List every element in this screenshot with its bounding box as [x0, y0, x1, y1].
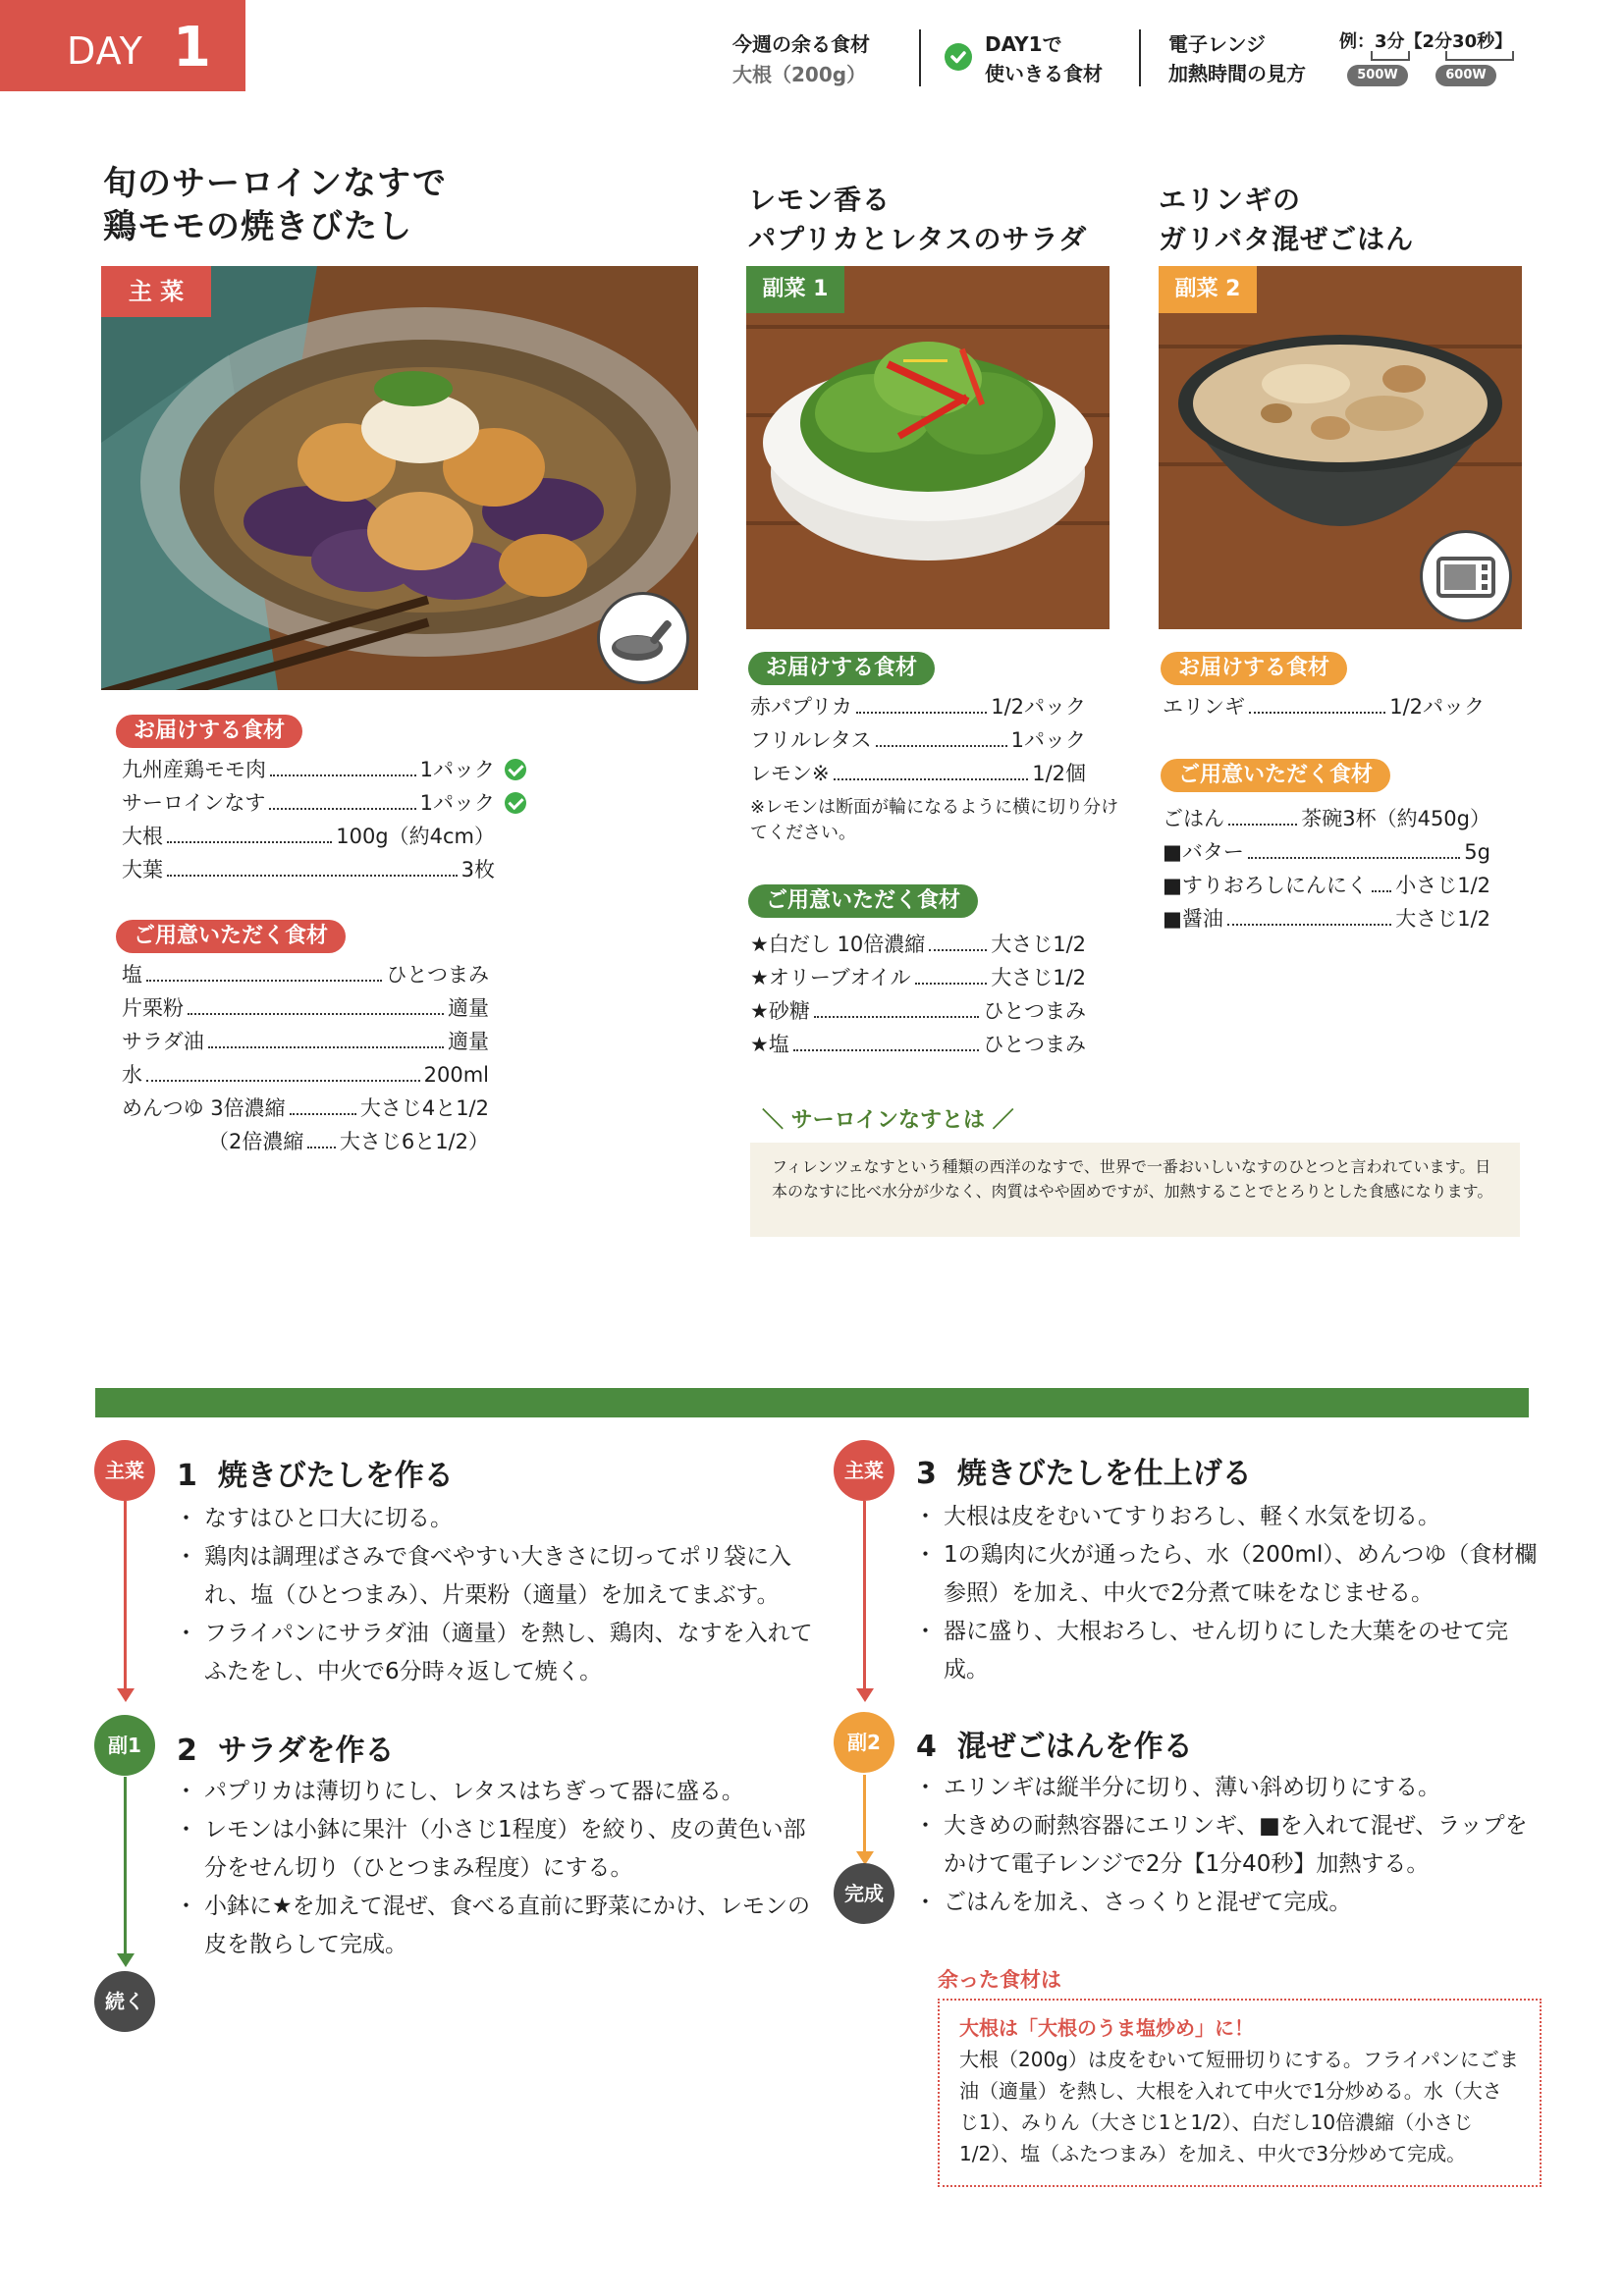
side2-tag: 副菜 2: [1159, 266, 1257, 313]
ingredient-name: ■バター: [1163, 840, 1244, 864]
dot-leader: [146, 1068, 420, 1082]
ingredient-row: [750, 928, 1086, 961]
dot-leader: [793, 1038, 980, 1051]
ingredient-qty: 小さじ1/2: [1395, 874, 1490, 897]
main-dish-title: [103, 162, 447, 248]
ingredient-row: [122, 1025, 489, 1058]
bracket-500w: [1371, 51, 1410, 61]
ingredient-row: [1163, 802, 1490, 835]
header-divider: [919, 29, 921, 86]
leftover-headline: 大根は「大根のうま塩炒め」に！: [959, 2016, 1254, 2040]
ingredient-qty: 1/2パック: [991, 695, 1086, 719]
main-prepare-list: [122, 958, 489, 1158]
step4-title-text: 混ぜごはんを作る: [956, 1730, 1193, 1764]
leftover-body: 大根（200g）は皮をむいて短冊切りにする。フライパンにごま油（適量）を熱し、大根を入れて中火で1分炒める。水（大さじ1）、みりん（大さじ1と1/2）、白だし10倍濃縮（小さじ1/2）、塩（ふたつまみ）を加え、中火で3分炒めて完成。: [959, 2048, 1519, 2165]
frying-pan-icon: [597, 592, 689, 684]
dot-leader: [876, 733, 1007, 747]
ingredient-name: （2倍濃縮: [208, 1130, 304, 1153]
step4-number: 4: [916, 1730, 937, 1764]
side2-title-line2: ガリバタ混ぜごはん: [1159, 223, 1415, 255]
step4-badge: 副2: [834, 1712, 894, 1773]
ingredient-name: ★砂糖: [750, 999, 810, 1023]
complete-badge: 完成: [834, 1863, 894, 1924]
ingredient-qty: 1パック: [1010, 728, 1086, 752]
side1-title: [748, 181, 1087, 259]
dot-leader: [270, 763, 416, 776]
step-connector: [124, 1501, 127, 1695]
microwave-guide-line1: 電子レンジ: [1168, 32, 1266, 56]
check-icon: [505, 759, 526, 780]
dot-leader: [1248, 845, 1460, 859]
watt-500-pill: 500W: [1347, 65, 1408, 86]
check-icon: [505, 792, 526, 814]
step1-number: 1: [177, 1459, 197, 1493]
ingredient-name: サーロインなす: [122, 791, 266, 815]
continue-badge: 続く: [94, 1971, 155, 2032]
main-dish-tag: 主 菜: [101, 266, 211, 317]
step3-number: 3: [916, 1457, 937, 1491]
ingredient-qty: 5g: [1464, 840, 1490, 864]
step3-title: [916, 1449, 1252, 1492]
week-leftover-item: 大根（200g）: [732, 63, 867, 86]
week-leftover-label: 今週の余る食材: [732, 32, 870, 56]
tips-title: ＼ サーロインなすとは ／: [762, 1108, 1014, 1133]
leftover-label: 余った食材は: [938, 1968, 1061, 1992]
header-divider: [1139, 29, 1141, 86]
ingredient-qty: ひとつまみ: [983, 999, 1086, 1023]
watt-600-pill: 600W: [1435, 65, 1496, 86]
ingredient-name: 赤パプリカ: [750, 695, 852, 719]
ingredient-name: ■すりおろしにんにく: [1163, 874, 1368, 897]
arrow-down-icon: [117, 1688, 135, 1702]
step-item: ・ パプリカは薄切りにし、レタスはちぎって器に盛る。: [175, 1773, 813, 1811]
side2-title: [1159, 181, 1414, 259]
ingredient-row: [122, 820, 495, 853]
step-item: ・ 1の鶏肉に火が通ったら、水（200ml）、めんつゆ（食材欄参照）を加え、中火で2分煮て味をなじませる。: [914, 1536, 1539, 1613]
step-connector: [863, 1501, 866, 1695]
dot-leader: [1372, 879, 1391, 892]
step-item: ・ なすはひと口大に切る。: [175, 1500, 813, 1538]
ingredient-name: 水: [122, 1063, 142, 1087]
arrow-down-icon: [117, 1953, 135, 1967]
main-dish-photo: [101, 266, 698, 690]
main-delivered-list: [122, 753, 526, 886]
ingredient-row: [750, 1028, 1086, 1061]
ingredient-name: ★塩: [750, 1033, 789, 1056]
day-label: DAY: [67, 29, 143, 73]
example-600w-time: 【2分30秒】: [1404, 31, 1513, 52]
step-item: ・ レモンは小鉢に果汁（小さじ1程度）を絞り、皮の黄色い部分をせん切り（ひとつまみ程度）にする。: [175, 1811, 813, 1888]
ingredient-qty: 1/2個: [1032, 762, 1086, 785]
dot-leader: [915, 971, 988, 985]
check-icon: [945, 43, 972, 71]
ingredient-row: [122, 753, 526, 786]
step1-title-text: 焼きびたしを作る: [217, 1459, 454, 1493]
ingredient-row: [750, 723, 1086, 757]
step1-title: [177, 1451, 454, 1494]
dot-leader: [1227, 912, 1391, 926]
ingredient-row: [1163, 869, 1490, 902]
steps-divider-bar: [95, 1388, 1529, 1417]
microwave-guide-label: [1168, 29, 1306, 88]
side2-prepare-list: [1163, 802, 1490, 935]
dot-leader: [290, 1101, 356, 1115]
step-item: ・ 器に盛り、大根おろし、せん切りにした大葉をのせて完成。: [914, 1613, 1539, 1689]
day-use-line1: DAY1で: [985, 32, 1062, 56]
ingredient-name: 大根: [122, 825, 163, 848]
ingredient-name: レモン※: [750, 762, 830, 785]
ingredient-row: [750, 757, 1086, 790]
step1-badge: 主菜: [94, 1440, 155, 1501]
arrow-down-icon: [856, 1688, 874, 1702]
ingredient-row: [122, 1058, 489, 1092]
ingredient-name: 大葉: [122, 858, 163, 881]
ingredient-qty: 適量: [448, 1030, 489, 1053]
ingredient-row: [750, 994, 1086, 1028]
ingredient-qty: 茶碗3杯（約450g）: [1301, 807, 1490, 830]
side1-title-line1: レモン香る: [748, 184, 892, 216]
bracket-600w: [1445, 51, 1514, 61]
main-prepare-label: ご用意いただく食材: [116, 920, 346, 953]
ingredient-qty: 大さじ6と1/2）: [339, 1130, 489, 1153]
main-dish-title-line1: 旬のサーロインなすで: [103, 164, 447, 203]
ingredient-row: [750, 961, 1086, 994]
day-number: 1: [173, 16, 211, 80]
ingredient-row: [1163, 690, 1485, 723]
ingredient-qty: 大さじ1/2: [991, 933, 1086, 956]
dot-leader: [856, 700, 987, 714]
dot-leader: [307, 1135, 335, 1148]
week-leftover: [732, 29, 870, 87]
step4-title: [916, 1722, 1193, 1765]
ingredient-qty: ひとつまみ: [983, 1033, 1086, 1056]
ingredient-qty: 100g（約4cm）: [336, 825, 495, 848]
ingredient-name: ■醤油: [1163, 907, 1223, 931]
step2-number: 2: [177, 1734, 197, 1768]
main-dish-title-line2: 鶏モモの焼きびたし: [103, 207, 412, 246]
day-badge: [0, 0, 245, 91]
dot-leader: [167, 863, 458, 877]
side1-title-line2: パプリカとレタスのサラダ: [748, 223, 1088, 255]
step2-badge: 副1: [94, 1715, 155, 1776]
side2-delivered-label: お届けする食材: [1161, 652, 1347, 685]
step-connector: [124, 1777, 127, 1963]
ingredient-qty: ひとつまみ: [386, 963, 489, 987]
ingredient-row: [122, 991, 489, 1025]
ingredient-qty: 200ml: [423, 1063, 489, 1087]
day-use-label: [985, 29, 1103, 88]
side2-photo: [1159, 266, 1522, 629]
ingredient-row: [122, 958, 489, 991]
dot-leader: [834, 767, 1029, 780]
step4-list: [914, 1769, 1539, 1922]
step-item: ・ エリンギは縦半分に切り、薄い斜め切りにする。: [914, 1769, 1539, 1807]
dot-leader: [188, 1001, 444, 1015]
ingredient-name: ★オリーブオイル: [750, 966, 911, 989]
side1-prepare-label: ご用意いただく食材: [748, 884, 978, 918]
step2-title: [177, 1726, 394, 1769]
ingredient-qty: 1パック: [419, 758, 495, 781]
step3-title-text: 焼きびたしを仕上げる: [956, 1457, 1252, 1491]
ingredient-row: [750, 690, 1086, 723]
ingredient-name: めんつゆ 3倍濃縮: [122, 1096, 286, 1120]
side1-photo: [746, 266, 1110, 629]
ingredient-row: [122, 853, 495, 886]
side1-prepare-list: [750, 928, 1086, 1061]
ingredient-name: サラダ油: [122, 1030, 204, 1053]
example-500w-time: 3分: [1375, 31, 1405, 52]
lemon-note: ※レモンは断面が輪になるように横に切り分けてください。: [750, 797, 1119, 843]
side1-tag: 副菜 1: [746, 266, 844, 313]
ingredient-qty: 大さじ1/2: [991, 966, 1086, 989]
example-prefix: 例：: [1339, 31, 1375, 52]
ingredient-name: ★白だし 10倍濃縮: [750, 933, 926, 956]
step-item: ・ 大根は皮をむいてすりおろし、軽く水気を切る。: [914, 1498, 1539, 1536]
step-item: ・ フライパンにサラダ油（適量）を熱し、鶏肉、なすを入れてふたをし、中火で6分時々返して焼く。: [175, 1615, 813, 1691]
step-item: ・ 大きめの耐熱容器にエリンギ、■を入れて混ぜ、ラップをかけて電子レンジで2分【1分40秒】加熱する。: [914, 1807, 1539, 1884]
step2-title-text: サラダを作る: [217, 1734, 395, 1768]
side2-prepare-label: ご用意いただく食材: [1161, 759, 1390, 792]
step-item: ・ ごはんを加え、さっくりと混ぜて完成。: [914, 1884, 1539, 1922]
dot-leader: [929, 937, 987, 951]
dot-leader: [1228, 812, 1297, 826]
tips-box: フィレンツェなすという種類の西洋のなすで、世界で一番おいしいなすのひとつと言われています。日本のなすに比べ水分が少なく、肉質はやや固めですが、加熱することでとろりとした食感になります。: [750, 1143, 1520, 1237]
dot-leader: [269, 796, 415, 810]
ingredient-name: ごはん: [1163, 807, 1224, 830]
ingredient-row: [122, 1092, 489, 1125]
step3-list: [914, 1498, 1539, 1689]
step3-badge: 主菜: [834, 1440, 894, 1501]
dot-leader: [1249, 700, 1385, 714]
side1-delivered-list: [750, 690, 1086, 790]
microwave-example: [1339, 27, 1512, 53]
ingredient-qty: 適量: [448, 996, 489, 1020]
step-connector: [863, 1775, 866, 1857]
step2-list: [175, 1773, 813, 1964]
ingredient-name: フリルレタス: [750, 728, 872, 752]
microwave-guide-line2: 加熱時間の見方: [1168, 62, 1306, 85]
ingredient-qty: 大さじ4と1/2: [359, 1096, 489, 1120]
microwave-icon: [1420, 530, 1512, 622]
leftover-box: [938, 1999, 1542, 2187]
dot-leader: [208, 1035, 444, 1048]
ingredient-row: [208, 1125, 489, 1158]
main-delivered-label: お届けする食材: [116, 715, 302, 748]
ingredient-name: 片栗粉: [122, 996, 184, 1020]
dot-leader: [146, 968, 382, 982]
step-item: ・ 小鉢に★を加えて混ぜ、食べる直前に野菜にかけ、レモンの皮を散らして完成。: [175, 1888, 813, 1964]
ingredient-name: エリンギ: [1163, 695, 1245, 719]
ingredient-qty: 大さじ1/2: [1395, 907, 1490, 931]
step-item: ・ 鶏肉は調理ばさみで食べやすい大きさに切ってポリ袋に入れ、塩（ひとつまみ）、片栗粉（適量）を加えてまぶす。: [175, 1538, 813, 1615]
day-use-line2: 使いきる食材: [985, 62, 1103, 85]
ingredient-qty: 1/2パック: [1389, 695, 1485, 719]
step1-list: [175, 1500, 813, 1691]
ingredient-qty: 1パック: [419, 791, 495, 815]
side2-delivered-list: [1163, 690, 1485, 723]
dot-leader: [167, 829, 332, 843]
side2-title-line1: エリンギの: [1159, 184, 1302, 216]
side1-delivered-label: お届けする食材: [748, 652, 935, 685]
ingredient-row: [122, 786, 526, 820]
ingredient-name: 九州産鶏モモ肉: [122, 758, 266, 781]
ingredient-row: [1163, 835, 1490, 869]
ingredient-qty: 3枚: [460, 858, 495, 881]
ingredient-name: 塩: [122, 963, 142, 987]
dot-leader: [814, 1004, 980, 1018]
ingredient-row: [1163, 902, 1490, 935]
